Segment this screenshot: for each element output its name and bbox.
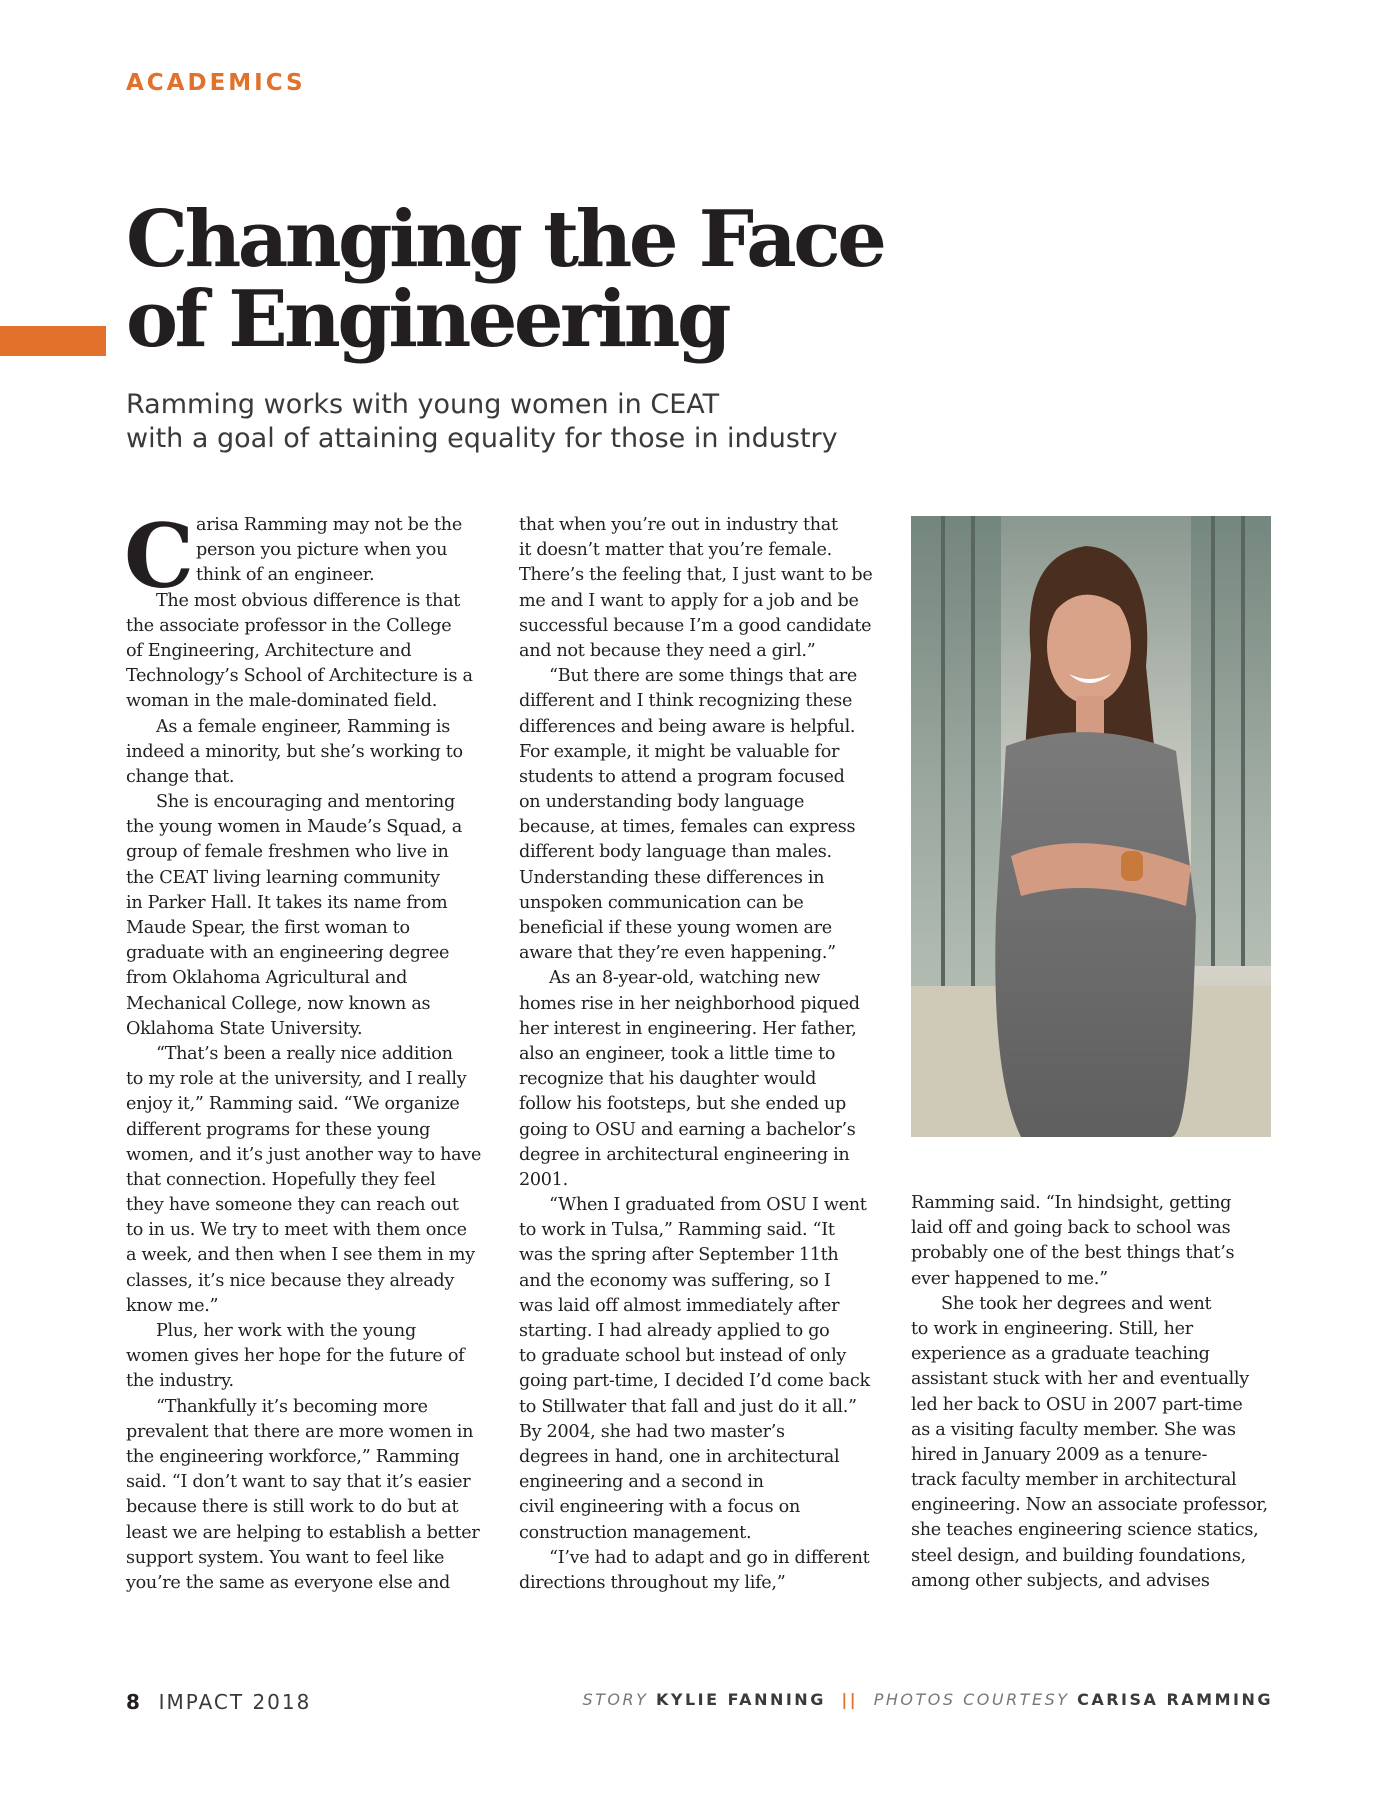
section-label: ACADEMICS xyxy=(126,70,306,96)
article-line: She took her degrees and went xyxy=(941,1293,1212,1314)
article-line: classes, it’s nice because they already xyxy=(126,1270,455,1291)
article-line: in Parker Hall. It takes its name from xyxy=(126,892,448,913)
article-line: the industry. xyxy=(126,1371,234,1392)
article-line: that when you’re out in industry that xyxy=(519,515,838,535)
article-line: led her back to OSU in 2007 part-time xyxy=(911,1394,1243,1415)
portrait-illustration xyxy=(911,516,1271,1137)
headline xyxy=(126,194,884,365)
article-line: civil engineering with a focus on xyxy=(519,1497,800,1518)
subheadline xyxy=(126,388,838,456)
article-line: probably one of the best things that’s xyxy=(911,1243,1235,1264)
article-line: Plus, her work with the young xyxy=(156,1321,416,1341)
portrait-photo xyxy=(911,516,1271,1137)
article-line: The most obvious difference is that xyxy=(156,590,461,611)
article-line: person you picture when you xyxy=(196,540,448,561)
headline-line: of Engineering xyxy=(126,274,729,365)
article-line: unspoken communication can be xyxy=(519,892,804,913)
article-line: As an 8-year-old, watching new xyxy=(549,968,821,989)
article-line: engineering. Now an associate professor, xyxy=(911,1495,1268,1516)
article-line: it doesn’t matter that you’re female. xyxy=(519,540,832,561)
article-line: Oklahoma State University. xyxy=(126,1018,363,1039)
article-line: students to attend a program focused xyxy=(519,766,845,787)
article-line: directions throughout my life,” xyxy=(519,1572,786,1593)
photos-credit: CARISA RAMMING xyxy=(1077,1690,1273,1709)
article-line: least we are helping to establish a better xyxy=(126,1522,480,1543)
article-line: and the economy was suffering, so I xyxy=(519,1270,831,1291)
headline-line: Changing the Face xyxy=(126,194,884,285)
article-line: from Oklahoma Agricultural and xyxy=(126,968,408,989)
article-line: experience as a graduate teaching xyxy=(911,1344,1210,1365)
article-line: “When I graduated from OSU I went xyxy=(549,1195,867,1216)
article-line: think of an engineer. xyxy=(196,565,375,586)
article-line: know me.” xyxy=(126,1295,219,1316)
footer-credits xyxy=(582,1690,1273,1709)
article-line: the young women in Maude’s Squad, a xyxy=(126,817,462,838)
article-line: change that. xyxy=(126,766,235,787)
article-line: aware that they’re even happening.” xyxy=(519,943,836,964)
article-line: a week, and then when I see them in my xyxy=(126,1245,475,1266)
article-line: Technology’s School of Architecture is a xyxy=(126,666,473,687)
article-line: because, at times, females can express xyxy=(519,817,856,838)
article-line: me and I want to apply for a job and be xyxy=(519,590,859,611)
article-line: arisa Ramming may not be the xyxy=(196,515,462,535)
article-line: women, and it’s just another way to have xyxy=(126,1144,482,1165)
subheadline-line: Ramming works with young women in CEAT xyxy=(126,389,720,420)
article-line: There’s the feeling that, I just want to be xyxy=(519,565,873,586)
article-line: the CEAT living learning community xyxy=(126,867,440,888)
article-line: ever happened to me.” xyxy=(911,1268,1108,1289)
article-line: as a visiting faculty member. She was xyxy=(911,1419,1236,1440)
article-line: also an engineer, took a little time to xyxy=(519,1043,836,1064)
article-line: different body language than males. xyxy=(519,842,832,863)
article-line: enjoy it,” Ramming said. “We organize xyxy=(126,1094,460,1115)
article-line: you’re the same as everyone else and xyxy=(126,1572,450,1593)
article-line: track faculty member in architectural xyxy=(911,1470,1237,1491)
subheadline-line: with a goal of attaining equality for those in industry xyxy=(126,423,838,454)
page-number: 8 xyxy=(126,1690,142,1714)
article-line: going to OSU and earning a bachelor’s xyxy=(519,1119,856,1140)
article-line: prevalent that there are more women in xyxy=(126,1421,474,1442)
article-line: beneficial if these young women are xyxy=(519,918,832,938)
article-line: successful because I’m a good candidate xyxy=(519,615,872,636)
article-line: recognize that his daughter would xyxy=(519,1069,817,1090)
article-column-1 xyxy=(124,504,486,1596)
article-line: of Engineering, Architecture and xyxy=(126,640,412,661)
article-line: different programs for these young xyxy=(126,1119,431,1140)
article-line: group of female freshmen who live in xyxy=(126,842,449,863)
article-line: woman in the male-dominated field. xyxy=(126,691,438,712)
article-line: steel design, and building foundations, xyxy=(911,1545,1246,1566)
article-line: support system. You want to feel like xyxy=(126,1547,445,1568)
article-line: starting. I had already applied to go xyxy=(519,1321,830,1341)
article-line: she teaches engineering science statics, xyxy=(911,1520,1259,1541)
article-line: different and I think recognizing these xyxy=(519,691,853,712)
article-line: indeed a minority, but she’s working to xyxy=(126,741,463,762)
article-line: “That’s been a really nice addition xyxy=(156,1043,453,1064)
article-line: follow his footsteps, but she ended up xyxy=(519,1094,847,1115)
story-author: KYLIE FANNING xyxy=(655,1690,826,1709)
article-line: to in us. We try to meet with them once xyxy=(126,1220,467,1241)
article-line: She is encouraging and mentoring xyxy=(156,792,455,813)
article-line: homes rise in her neighborhood piqued xyxy=(519,993,860,1014)
article-line: the engineering workforce,” Ramming xyxy=(126,1446,460,1467)
article-line: and not because they need a girl.” xyxy=(519,640,816,661)
article-line: to work in Tulsa,” Ramming said. “It xyxy=(519,1220,835,1241)
article-line: women gives her hope for the future of xyxy=(126,1346,465,1367)
article-line: Mechanical College, now known as xyxy=(126,993,431,1014)
story-label: STORY xyxy=(582,1690,649,1709)
article-line: the associate professor in the College xyxy=(126,615,452,636)
article-line: to work in engineering. Still, her xyxy=(911,1318,1193,1339)
article-column-2 xyxy=(519,513,879,1596)
article-line: graduate with an engineering degree xyxy=(126,943,450,964)
footer-folio xyxy=(126,1690,311,1714)
article-line: to my role at the university, and I really xyxy=(126,1069,467,1090)
article-line: assistant stuck with her and eventually xyxy=(911,1369,1249,1390)
article-line: because there is still work to do but at xyxy=(126,1497,459,1518)
article-line: engineering and a second in xyxy=(519,1472,764,1493)
drop-cap: C xyxy=(124,504,195,608)
article-line: to Stillwater that fall and just do it all.” xyxy=(519,1396,857,1417)
article-line: that connection. Hopefully they feel xyxy=(126,1169,436,1190)
article-line: was the spring after September 11th xyxy=(519,1245,839,1266)
publication-name: IMPACT 2018 xyxy=(158,1690,312,1714)
accent-bar xyxy=(0,326,106,356)
article-line: going part-time, I decided I’d come back xyxy=(519,1371,870,1392)
article-line: degrees in hand, one in architectural xyxy=(519,1446,840,1467)
article-line: was laid off almost immediately after xyxy=(519,1295,840,1316)
article-line: they have someone they can reach out xyxy=(126,1195,459,1216)
article-line: As a female engineer, Ramming is xyxy=(156,716,450,737)
article-line: to graduate school but instead of only xyxy=(519,1346,847,1367)
article-line: among other subjects, and advises xyxy=(911,1570,1210,1591)
article-line: said. “I don’t want to say that it’s easier xyxy=(126,1472,471,1493)
article-line: differences and being aware is helpful. xyxy=(519,716,856,737)
article-line: “But there are some things that are xyxy=(549,666,857,687)
credit-separator: || xyxy=(841,1690,859,1709)
article-line: “I’ve had to adapt and go in different xyxy=(549,1547,870,1568)
article-line: By 2004, she had two master’s xyxy=(519,1421,785,1442)
article-line: her interest in engineering. Her father, xyxy=(519,1018,857,1039)
article-line: construction management. xyxy=(519,1522,752,1543)
article-line: on understanding body language xyxy=(519,792,805,813)
article-column-3 xyxy=(911,1191,1281,1594)
article-line: 2001. xyxy=(519,1169,568,1190)
article-line: laid off and going back to school was xyxy=(911,1218,1231,1239)
article-line: “Thankfully it’s becoming more xyxy=(156,1396,428,1417)
article-line: Understanding these differences in xyxy=(519,867,825,888)
article-line: Maude Spear, the first woman to xyxy=(126,918,410,938)
article-line: degree in architectural engineering in xyxy=(519,1144,850,1165)
article-line: For example, it might be valuable for xyxy=(519,741,840,762)
article-line: Ramming said. “In hindsight, getting xyxy=(911,1193,1232,1213)
photos-label: PHOTOS COURTESY xyxy=(873,1690,1070,1709)
article-line: hired in January 2009 as a tenure- xyxy=(911,1444,1208,1465)
